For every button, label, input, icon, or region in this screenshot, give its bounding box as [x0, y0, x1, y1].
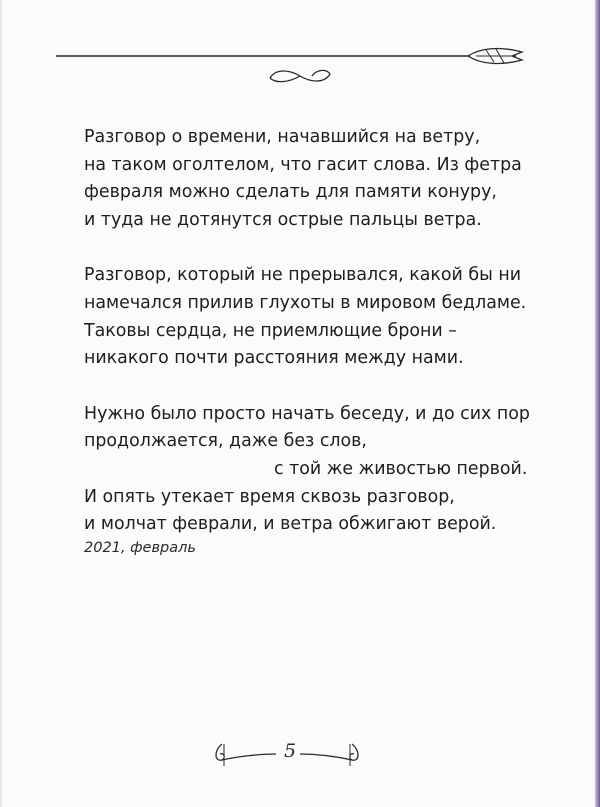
poem-line: И опять утекает время сквозь разговор,	[84, 486, 455, 507]
footer-scroll-ornament	[0, 730, 600, 780]
poem-line: Таковы сердца, не приемлющие брони –	[84, 320, 457, 341]
poem-line: Нужно было просто начать беседу, и до сих пор	[84, 403, 530, 424]
poem-line: на таком оголтелом, что гасит слова. Из фетра	[84, 154, 522, 175]
stanza-1	[84, 124, 554, 234]
poem-line: Разговор, который не прерывался, какой бы ни	[84, 265, 522, 286]
page-edge-left	[0, 0, 2, 807]
poem-line: февраля можно сделать для памяти конуру,	[84, 182, 497, 203]
poem-line: и молчат феврали, и ветра обжигают верой.	[84, 514, 497, 535]
poem-line: и туда не дотянутся острые пальцы ветра.	[84, 209, 482, 230]
poem	[84, 124, 554, 567]
poem-date: 2021, февраль	[84, 540, 196, 556]
poem-line: никакого почти расстояния между нами.	[84, 348, 464, 369]
header-quill-ornament	[0, 38, 600, 88]
poem-line-indented: с той же живостью первой.	[274, 458, 528, 479]
poem-line: намечался прилив глухоты в мировом бедламе.	[84, 292, 527, 313]
poem-line: Разговор о времени, начавшийся на ветру,	[84, 127, 481, 147]
stanza-2	[84, 262, 554, 372]
page-number: 5	[283, 740, 297, 762]
stanza-3	[84, 401, 554, 539]
page-edge-right	[595, 0, 600, 807]
poem-line: продолжается, даже без слов,	[84, 431, 367, 452]
